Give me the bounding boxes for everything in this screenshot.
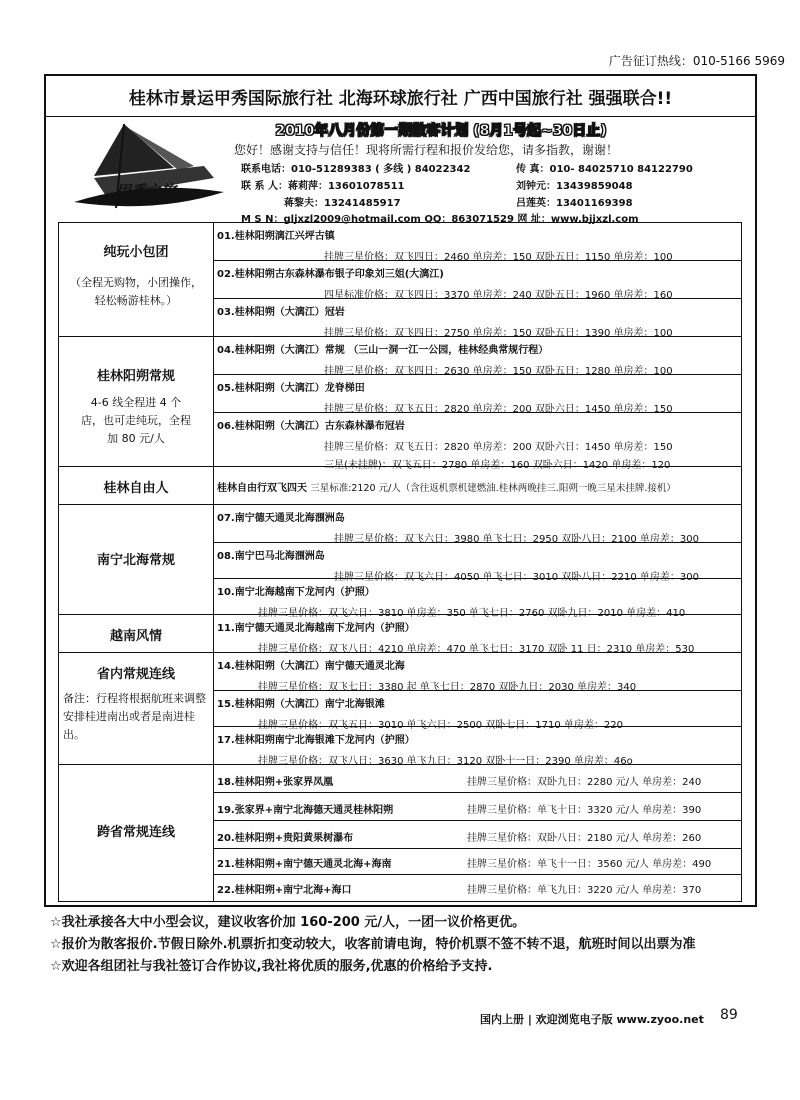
category-name: 纯玩小包团 [103, 245, 169, 260]
plan-title: 2010年八月份第一期散客计划 (8月1号起~30日止) [275, 123, 607, 139]
route-row [214, 579, 742, 619]
page-frame [44, 74, 757, 907]
route-title: 11.南宁德天通灵北海越南下龙河内（护照） [217, 623, 415, 634]
route-title: 04.桂林阳朔（大漓江）常规 （三山一洞一江一公园，桂林经典常规行程） [217, 345, 549, 356]
route-title: 22.桂林阳朔+南宁北海+海口 [217, 885, 352, 896]
contact-person-2: 刘钟元：13439859048 [516, 181, 633, 192]
category-cell [59, 653, 213, 765]
contact-phone: 联系电话：010-51289383 ( 多线 ) 84022342 [241, 164, 471, 175]
category-name: 省内常规连线 [96, 667, 175, 682]
category-name: 南宁北海常规 [96, 553, 175, 568]
route-title: 19.张家界+南宁北海德天通灵桂林阳朔 [217, 805, 394, 816]
route-title: 14.桂林阳朔（大漓江）南宁德天通灵北海 [217, 661, 405, 672]
route-price: 挂牌三星价格：单飞十一日：3560 元/人 单房差：490 [467, 859, 712, 870]
route-price: 挂牌三星价格：双飞七日：3380 起 单飞七日：2870 双卧九日：2030 单房差：340 [258, 682, 637, 693]
route-row [214, 543, 742, 583]
route-price: 三星(未挂牌)：双飞五日：2780 单房差：160 双卧六日：1420 单房差：120 [324, 460, 671, 471]
route-price: 三星标准:2120 元/人（含往返机票机建燃油.桂林两晚挂三.阳朔一晚三星未挂牌.接机） [310, 483, 676, 494]
route-row [214, 223, 742, 261]
category-name: 桂林自由人 [103, 481, 169, 496]
agency-banner: 桂林市景运甲秀国际旅行社 北海环球旅行社 广西中国旅行社 强强联合!! [46, 76, 755, 117]
category-cell [59, 505, 213, 615]
route-price: 挂牌三星价格：双飞八日：4210 单房差：470 单飞七日：3170 双卧 11 日：2310 单房差：530 [258, 644, 695, 655]
category-name: 跨省常规连线 [96, 825, 175, 840]
page-number: 89 [720, 1007, 738, 1023]
route-price: 挂牌三星价格：双飞四日：2750 单房差：150 双卧五日：1390 单房差：100 [324, 328, 673, 339]
route-row [214, 653, 742, 691]
route-title: 02.桂林阳朔古东森林瀑布银子印象刘三姐(大漓江) [217, 269, 444, 280]
category-cell [59, 615, 213, 653]
itinerary-table [58, 222, 742, 902]
route-price: 挂牌三星价格：双卧八日：2180 元/人 单房差：260 [467, 833, 702, 844]
route-title: 17.桂林阳朔南宁北海银滩下龙河内（护照） [217, 735, 415, 746]
route-row [214, 727, 742, 765]
route-title: 20.桂林阳朔+贵阳黄果树瀑布 [217, 833, 354, 844]
category-name: 桂林阳朔常规 [96, 369, 175, 384]
category-note: （全程无购物，小团操作，轻松畅游桂林。） [70, 276, 202, 307]
page-footer: 国内上册 | 欢迎浏览电子版 www.zyoo.net [480, 1013, 704, 1026]
category-note: 4-6 线全程进 4 个店，也可走纯玩，全程加 80 元/人 [81, 396, 191, 445]
route-title: 07.南宁德天通灵北海涠洲岛 [217, 513, 345, 524]
footnotes [50, 912, 770, 978]
route-row [214, 505, 742, 543]
route-row [214, 691, 742, 731]
route-price: 挂牌三星价格：双卧九日：2280 元/人 单房差：240 [467, 777, 702, 788]
route-row [214, 821, 742, 849]
route-price: 挂牌三星价格：双飞五日：3010 单飞六日：2500 双卧七日：1710 单房差：220 [258, 720, 623, 731]
category-cell [59, 337, 213, 467]
route-price: 挂牌三星价格：双飞四日：2630 单房差：150 双卧五日：1280 单房差：100 [324, 366, 673, 377]
route-price: 挂牌三星价格：双飞六日：3980 单飞七日：2950 双卧八日：2100 单房差：300 [334, 534, 699, 545]
category-cell [59, 765, 213, 901]
contact-msn-qq-web: M S N：gljxzl2009@hotmail.com QQ：863071529 网 址：www.bjjxzl.com [241, 214, 639, 225]
route-title: 03.桂林阳朔（大漓江）冠岩 [217, 307, 345, 318]
category-cell [59, 223, 213, 337]
route-price: 挂牌三星价格：双飞八日：3630 单飞九日：3120 双卧十一日：2390 单房差：46o [258, 756, 633, 767]
route-title: 06.桂林阳朔（大漓江）古东森林瀑布冠岩 [217, 421, 405, 432]
route-price: 挂牌三星价格：单飞九日：3220 元/人 单房差：370 [467, 885, 702, 896]
routes-column [213, 223, 742, 901]
category-cell [59, 467, 213, 505]
contact-fax: 传 真：010- 84025710 84122790 [516, 164, 693, 175]
route-row [214, 765, 742, 793]
route-row [214, 261, 742, 299]
route-price: 挂牌三星价格：双飞六日：4050 单飞七日：3010 双卧八日：2210 单房差：300 [334, 572, 699, 583]
route-row [214, 413, 742, 471]
route-price: 挂牌三星价格：双飞四日：2460 单房差：150 双卧五日：1150 单房差：100 [324, 252, 673, 263]
route-row [214, 467, 742, 505]
route-row [214, 849, 742, 875]
logo-text: 甲秀之旅 [116, 182, 177, 200]
route-title: 15.桂林阳朔（大漓江）南宁北海银滩 [217, 699, 385, 710]
route-row [214, 375, 742, 413]
greeting-text: 您好！感谢支持与信任！现将所需行程和报价发给您，请多指教，谢谢！ [234, 143, 619, 157]
note-item: ☆我社承接各大中小型会议，建议收客价加 160-200 元/人，一团一议价格更优。 [50, 915, 526, 930]
route-price: 挂牌三星价格：单飞十日：3320 元/人 单房差：390 [467, 805, 702, 816]
route-row [214, 337, 742, 375]
route-price: 挂牌三星价格：双飞五日：2820 单房差：200 双卧六日：1450 单房差：150 [324, 404, 673, 415]
route-title: 18.桂林阳朔+张家界凤凰 [217, 777, 334, 788]
route-title: 01.桂林阳朔漓江兴坪古镇 [217, 231, 335, 242]
route-title: 08.南宁巴马北海涠洲岛 [217, 551, 325, 562]
contact-person-1: 联 系 人：蒋莉萍：13601078511 [241, 181, 405, 192]
route-title: 21.桂林阳朔+南宁德天通灵北海+海南 [217, 859, 392, 870]
category-name: 越南风情 [109, 629, 162, 644]
route-row [214, 299, 742, 337]
contact-person-3: 蒋黎夫：13241485917 [284, 198, 401, 209]
route-price: 四星标准价格：双飞四日：3370 单房差：240 双卧五日：1960 单房差：160 [324, 290, 673, 301]
route-row [214, 793, 742, 821]
route-title: 10.南宁北海越南下龙河内（护照） [217, 587, 375, 598]
route-price: 挂牌三星价格：双飞六日：3810 单房差：350 单飞七日：2760 双卧九日：2010 单房差：410 [258, 608, 686, 619]
category-note: 备注：行程将根据航班来调整安排桂进南出或者是南进桂出。 [63, 692, 206, 741]
note-item: ☆报价为散客报价.节假日除外.机票折扣变动较大，收客前请电询，特价机票不签不转不退，航班时间以出票为准 [50, 937, 696, 952]
contact-person-4: 吕莲英：13401169398 [516, 198, 633, 209]
route-title: 05.桂林阳朔（大漓江）龙脊梯田 [217, 383, 365, 394]
route-price: 挂牌三星价格：双飞五日：2820 单房差：200 双卧六日：1450 单房差：150 [324, 442, 673, 453]
route-row [214, 615, 742, 653]
ad-hotline: 广告征订热线：010-5166 5969 [608, 54, 785, 68]
route-title: 桂林自由行双飞四天 [217, 483, 307, 494]
note-item: ☆欢迎各组团社与我社签订合作协议,我社将优质的服务,优惠的价格给予支持. [50, 959, 493, 974]
route-row [214, 875, 742, 901]
